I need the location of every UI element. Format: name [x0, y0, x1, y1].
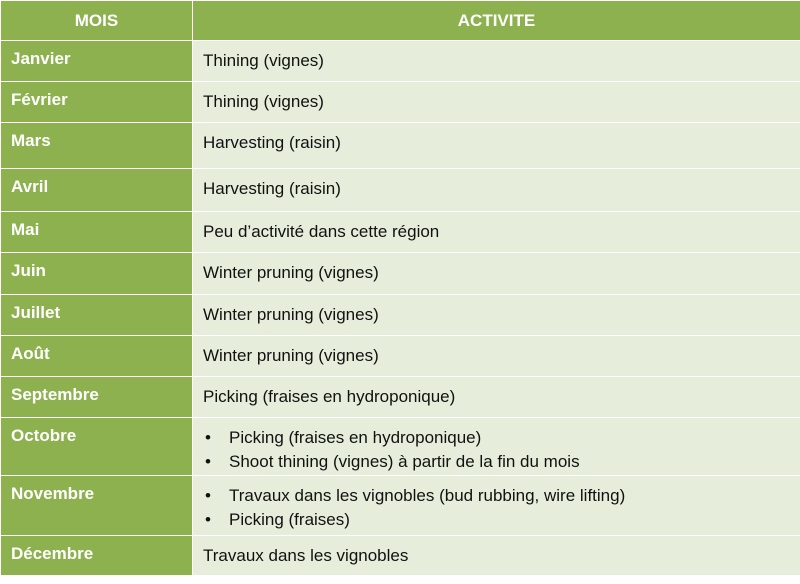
activity-cell: Thining (vignes)	[193, 41, 800, 82]
month-cell: Octobre	[1, 418, 193, 476]
activity-column-header: ACTIVITE	[193, 1, 800, 41]
table-row	[1, 377, 800, 418]
activity-cell: Winter pruning (vignes)	[193, 336, 800, 377]
table-row	[1, 418, 800, 476]
activity-cell	[193, 476, 800, 536]
activity-bullet-list	[203, 426, 800, 474]
list-item	[203, 426, 800, 450]
bullet-icon: •	[205, 452, 211, 471]
activity-cell	[193, 418, 800, 476]
list-item	[203, 450, 800, 474]
list-item-text: Shoot thining (vignes) à partir de la fin du mois	[229, 452, 580, 471]
month-cell: Juillet	[1, 295, 193, 336]
activity-cell: Picking (fraises en hydroponique)	[193, 377, 800, 418]
month-cell: Septembre	[1, 377, 193, 418]
list-item-text: Picking (fraises en hydroponique)	[229, 428, 482, 447]
table-row	[1, 169, 800, 212]
month-cell: Décembre	[1, 536, 193, 576]
month-cell: Novembre	[1, 476, 193, 536]
table-row	[1, 212, 800, 253]
table-row	[1, 41, 800, 82]
activity-bullet-list	[203, 484, 800, 532]
month-cell: Janvier	[1, 41, 193, 82]
list-item-text: Travaux dans les vignobles (bud rubbing, wire lifting)	[229, 486, 626, 505]
month-cell: Février	[1, 82, 193, 123]
month-column-header: MOIS	[1, 1, 193, 41]
activity-cell: Peu d’activité dans cette région	[193, 212, 800, 253]
activity-cell: Thining (vignes)	[193, 82, 800, 123]
activity-cell: Harvesting (raisin)	[193, 169, 800, 212]
bullet-icon: •	[205, 510, 211, 529]
month-cell: Mars	[1, 123, 193, 169]
month-cell: Mai	[1, 212, 193, 253]
activity-cell: Winter pruning (vignes)	[193, 295, 800, 336]
table-row	[1, 476, 800, 536]
bullet-icon: •	[205, 428, 211, 447]
table-row	[1, 123, 800, 169]
month-cell: Juin	[1, 253, 193, 295]
table-row	[1, 336, 800, 377]
month-cell: Août	[1, 336, 193, 377]
list-item-text: Picking (fraises)	[229, 510, 350, 529]
activity-cell: Harvesting (raisin)	[193, 123, 800, 169]
list-item	[203, 508, 800, 532]
list-item	[203, 484, 800, 508]
activity-cell: Winter pruning (vignes)	[193, 253, 800, 295]
bullet-icon: •	[205, 486, 211, 505]
month-cell: Avril	[1, 169, 193, 212]
header-row	[1, 1, 800, 41]
table-row	[1, 253, 800, 295]
table-row	[1, 295, 800, 336]
table-row	[1, 82, 800, 123]
activity-cell: Travaux dans les vignobles	[193, 536, 800, 576]
table-row	[1, 536, 800, 576]
